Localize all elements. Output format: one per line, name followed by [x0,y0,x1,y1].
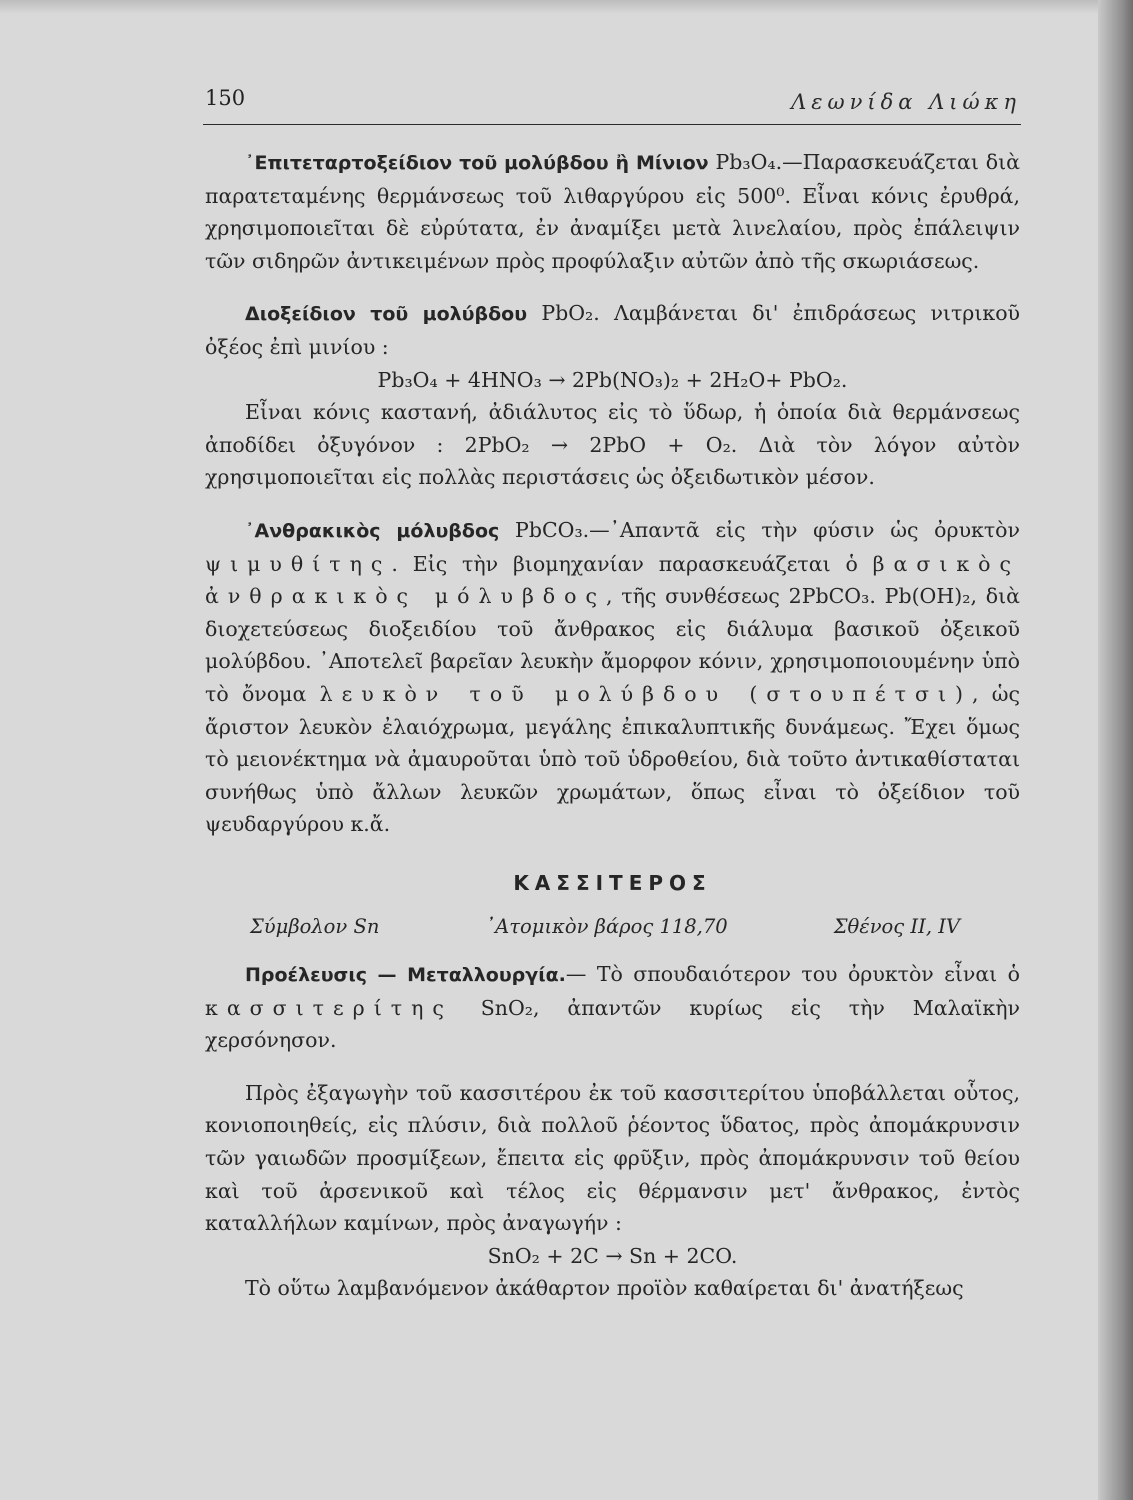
element-properties [205,911,1020,944]
paragraph-text: . Εἰς τὴν βιομηχανίαν παρασκευάζεται ὁ [391,551,873,576]
paragraph-lead-dioxide [205,297,1020,363]
equation-lead-dioxide: Pb₃O₄ + 4HNO₃ → 2Pb(NO₃)₂ + 2H₂O+ PbO₂. [377,367,848,392]
section-title: ΚΑΣΣΙΤΕΡΟΣ [513,870,712,895]
element-symbol: Σύμβολον Sn [250,915,380,939]
paragraph-tin-refining: Τὸ οὕτω λαμβανόμενον ἀκάθαρτον προϊὸν καθαίρεται δι' ἀνατήξεως [245,1276,964,1301]
spaced-term: ψιμυθίτης [205,551,392,576]
valence: Σθένος II, IV [833,915,960,939]
heading-lead-carbonate: ᾿Ανθρακικὸς μόλυβδος [245,519,500,542]
body-text [205,146,1020,1305]
heading-minium: ᾿Επιτεταρτοξείδιον τοῦ μολύβδου ἢ Μίνιον [245,152,709,174]
spaced-term: κασσιτερίτης [205,995,453,1020]
spaced-term: βασικὸς ἀνθρακικὸς μόλυβδος [205,551,1020,609]
paragraph-text: , τῆς συνθέσεως 2PbCO₃. Pb(OH)₂, διὰ διοχετεύσεως διοξειδίου τοῦ ἄνθρακος εἰς διάλυμα βασικοῦ ὀξεικοῦ μολύβδου. ᾿Αποτελεῖ βαρεῖαν λευκὴν ἄμορφον κόνιν, χρησιμοποιουμένην ὑπὸ τὸ ὄνομα [205,584,1020,706]
scan-edge-right [1098,0,1133,1500]
page-number: 150 [205,86,246,110]
spaced-term: λευκὸν τοῦ μολύβδου (στουπέτσι) [319,681,972,706]
heading-lead-dioxide: Διοξείδιον τοῦ μολύβδου [245,303,528,326]
paragraph-text: , ὡς ἄριστον λευκὸν ἐλαιόχρωμα, μεγάλης ἐπικαλυπτικῆς δυνάμεως. Ἔχει ὅμως τὸ μειονέκτημα νὰ ἀμαυροῦται ὑπὸ τοῦ ὑδροθείου, διὰ τοῦτο ἀντικαθίσταται συνήθως ὑπὸ ἄλλων λευκῶν χρωμάτων, ὅπως εἶναι τὸ ὀξείδιον τοῦ ψευδαργύρου κ.ἄ. [205,681,1021,837]
paragraph-tin-extraction: Πρὸς ἐξαγωγὴν τοῦ κασσιτέρου ἐκ τοῦ κασσιτερίτου ὑποβάλλεται οὗτος, κονιοποιηθείς, εἰς πλύσιν, διὰ πολλοῦ ῥέοντος ὕδατος, πρὸς ἀπομάκρυνσιν τῶν γαιωδῶν προσμίξεων, ἔπειτα εἰς φρῦξιν, πρὸς ἀπομάκρυνσιν τοῦ θείου καὶ τοῦ ἀρσενικοῦ καὶ τέλος εἰς θέρμανσιν μετ' ἄνθρακος, ἐντὸς καταλλήλων καμίνων, πρὸς ἀναγωγήν : [205,1080,1020,1236]
equation-tin-reduction: SnO₂ + 2C → Sn + 2CO. [487,1243,738,1268]
paragraph-lead-dioxide-properties: Εἶναι κόνις καστανή, ἀδιάλυτος εἰς τὸ ὕδωρ, ἡ ὁποία διὰ θερμάνσεως ἀποδίδει ὀξυγόνον : 2PbO₂ → 2PbO + O₂. Διὰ τὸν λόγον αὐτὸν χρησιμοποιεῖται εἰς πολλὰς περιστάσεις ὡς ὀξειδωτικὸν μέσον. [205,400,1020,490]
page-header [203,80,1021,125]
paragraph-text: SnO₂, ἀπαντῶν κυρίως εἰς τὴν Μαλαϊκὴν χερσόνησον. [205,995,1020,1053]
running-head: Λεωνίδα Λιώκη [791,90,1021,114]
scan-edge-top [0,0,1133,14]
paragraph-text: PbO₂. Λαμβάνεται δι' ἐπιδράσεως νιτρικοῦ ὀξέος ἐπὶ μινίου : [205,301,1021,359]
heading-tin-origin: Προέλευσις — Μεταλλουργία. [245,964,566,987]
paragraph-lead-carbonate [205,514,1020,841]
paragraph-text: Pb₃O₄.—Παρασκευάζεται διὰ παρατεταμένης θερμάνσεως τοῦ λιθαργύρου εἰς 500⁰. Εἶναι κόνις ἐρυθρά, χρησιμοποιεῖται δὲ εὐρύτατα, ἐν ἀναμίξει μετὰ λινελαίου, πρὸς ἐπάλειψιν τῶν σιδηρῶν ἀντικειμένων πρὸς προφύλαξιν αὐτῶν ἀπὸ τῆς σκωριάσεως. [205,150,1020,273]
atomic-weight: ᾿Ατομικὸν βάρος 118,70 [485,915,728,939]
paragraph-text: — Τὸ σπουδαιότερον του ὀρυκτὸν εἶναι ὁ [565,962,1020,987]
paragraph-tin-origin [205,958,1020,1057]
paragraph-minium [205,146,1020,277]
paragraph-text: PbCO₃.—᾿Απαντᾶ εἰς τὴν φύσιν ὡς ὀρυκτὸν [499,517,1020,542]
